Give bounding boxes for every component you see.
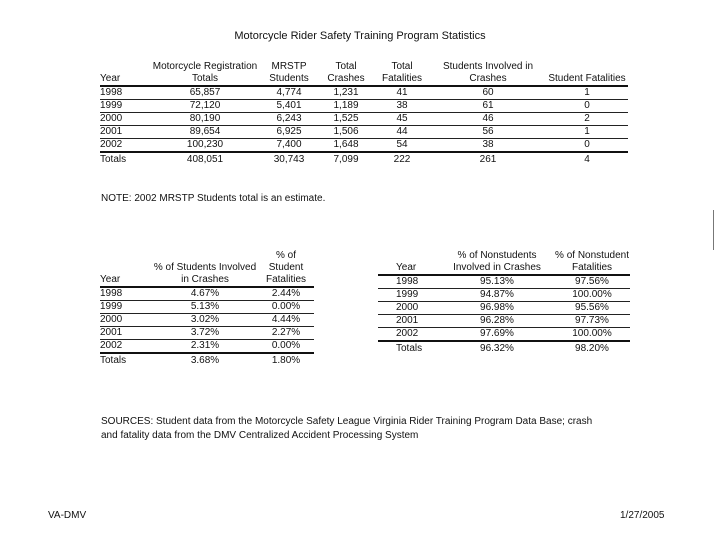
cell: 1998 bbox=[100, 86, 150, 100]
page-title: Motorcycle Rider Safety Training Program Statistics bbox=[234, 30, 486, 42]
cell: 96.98% bbox=[440, 302, 554, 315]
cell: 1999 bbox=[100, 100, 150, 113]
cell: Totals bbox=[100, 355, 127, 366]
col-year: Year bbox=[100, 274, 121, 285]
cell: 2002 bbox=[100, 340, 152, 354]
cell: 1.80% bbox=[271, 355, 301, 366]
cell: 95.56% bbox=[554, 302, 630, 315]
col-pct-nonstudent-fatalities: % of Nonstudent Fatalities bbox=[555, 250, 629, 273]
table-row bbox=[100, 301, 314, 314]
cell: 1999 bbox=[100, 301, 152, 314]
cell: 80,190 bbox=[150, 113, 260, 126]
footer-date: 1/27/2005 bbox=[620, 510, 665, 521]
cell: 4.67% bbox=[152, 287, 258, 301]
cell: 2 bbox=[546, 113, 628, 126]
table-row bbox=[100, 86, 628, 100]
cell: 2.27% bbox=[258, 327, 314, 340]
col-student-fatalities: Student Fatalities bbox=[548, 73, 626, 84]
cell: 60 bbox=[430, 86, 546, 100]
table-row bbox=[100, 314, 314, 327]
cell: Totals bbox=[396, 343, 423, 354]
cell: 100.00% bbox=[554, 289, 630, 302]
col-registration-totals: Motorcycle Registration Totals bbox=[152, 61, 258, 84]
cell: 94.87% bbox=[440, 289, 554, 302]
cell: 54 bbox=[374, 139, 430, 153]
cell: 2.44% bbox=[258, 287, 314, 301]
student-table-header bbox=[100, 250, 314, 287]
scan-edge-mark bbox=[713, 210, 714, 250]
table-row bbox=[378, 289, 630, 302]
table-row bbox=[378, 315, 630, 328]
col-total-fatalities: Total Fatalities bbox=[381, 61, 422, 84]
cell: 97.73% bbox=[554, 315, 630, 328]
stats-table bbox=[100, 61, 628, 166]
cell: 3.68% bbox=[190, 355, 220, 366]
table-row bbox=[378, 275, 630, 289]
cell: 1 bbox=[546, 86, 628, 100]
cell: 0 bbox=[546, 100, 628, 113]
col-pct-students-crashes: % of Students Involved in Crashes bbox=[153, 262, 257, 285]
cell: 5.13% bbox=[152, 301, 258, 314]
col-year: Year bbox=[396, 262, 417, 273]
cell: 2002 bbox=[378, 328, 440, 342]
cell: 2000 bbox=[378, 302, 440, 315]
cell: 89,654 bbox=[150, 126, 260, 139]
footer-left: VA-DMV bbox=[48, 510, 87, 521]
cell: 5,401 bbox=[260, 100, 318, 113]
cell: 3.72% bbox=[152, 327, 258, 340]
cell: 97.69% bbox=[440, 328, 554, 342]
cell: 56 bbox=[430, 126, 546, 139]
cell: 1,506 bbox=[318, 126, 374, 139]
cell: 4,774 bbox=[260, 86, 318, 100]
stats-table-header bbox=[100, 61, 628, 86]
cell: 1,525 bbox=[318, 113, 374, 126]
cell: 96.28% bbox=[440, 315, 554, 328]
cell: 2000 bbox=[100, 113, 150, 126]
cell: 222 bbox=[393, 154, 411, 165]
col-mrstp-students: MRSTP Students bbox=[269, 61, 309, 84]
cell: 44 bbox=[374, 126, 430, 139]
cell: 38 bbox=[430, 139, 546, 153]
totals-row bbox=[100, 152, 628, 166]
cell: Totals bbox=[100, 154, 127, 165]
cell: 38 bbox=[374, 100, 430, 113]
cell: 0 bbox=[546, 139, 628, 153]
col-total-crashes: Total Crashes bbox=[327, 61, 365, 84]
cell: 2001 bbox=[100, 327, 152, 340]
table-row bbox=[100, 100, 628, 113]
cell: 100,230 bbox=[150, 139, 260, 153]
cell: 65,857 bbox=[150, 86, 260, 100]
totals-row bbox=[378, 341, 630, 355]
table-row bbox=[100, 139, 628, 153]
cell: 7,400 bbox=[260, 139, 318, 153]
cell: 0.00% bbox=[258, 301, 314, 314]
cell: 4 bbox=[584, 154, 590, 165]
totals-row bbox=[100, 353, 314, 367]
col-year: Year bbox=[100, 73, 121, 84]
sources-note: SOURCES: Student data from the Motorcycle Safety League Virginia Rider Training Program Data Base; crash and fatality data from the DMV Centralized Accident Processing System bbox=[101, 416, 593, 441]
cell: 3.02% bbox=[152, 314, 258, 327]
cell: 97.56% bbox=[554, 275, 630, 289]
cell: 1 bbox=[546, 126, 628, 139]
cell: 2001 bbox=[100, 126, 150, 139]
cell: 100.00% bbox=[554, 328, 630, 342]
cell: 61 bbox=[430, 100, 546, 113]
cell: 46 bbox=[430, 113, 546, 126]
table-row bbox=[100, 327, 314, 340]
cell: 41 bbox=[374, 86, 430, 100]
table-row bbox=[100, 126, 628, 139]
cell: 4.44% bbox=[258, 314, 314, 327]
nonstudent-percent-table bbox=[378, 250, 630, 355]
cell: 2000 bbox=[100, 314, 152, 327]
cell: 72,120 bbox=[150, 100, 260, 113]
cell: 261 bbox=[479, 154, 497, 165]
col-students-in-crashes: Students Involved in Crashes bbox=[442, 61, 534, 84]
cell: 1999 bbox=[378, 289, 440, 302]
cell: 1998 bbox=[100, 287, 152, 301]
cell: 1,648 bbox=[318, 139, 374, 153]
cell: 45 bbox=[374, 113, 430, 126]
cell: 7,099 bbox=[333, 154, 359, 165]
nonstudent-table-header bbox=[378, 250, 630, 275]
cell: 1,231 bbox=[318, 86, 374, 100]
cell: 0.00% bbox=[258, 340, 314, 354]
cell: 2002 bbox=[100, 139, 150, 153]
table-row bbox=[100, 340, 314, 354]
cell: 6,243 bbox=[260, 113, 318, 126]
cell: 6,925 bbox=[260, 126, 318, 139]
cell: 30,743 bbox=[273, 154, 305, 165]
cell: 96.32% bbox=[480, 343, 514, 354]
cell: 98.20% bbox=[575, 343, 609, 354]
cell: 1,189 bbox=[318, 100, 374, 113]
cell: 408,051 bbox=[186, 154, 224, 165]
cell: 2.31% bbox=[152, 340, 258, 354]
cell: 2001 bbox=[378, 315, 440, 328]
cell: 1998 bbox=[378, 275, 440, 289]
estimate-note: NOTE: 2002 MRSTP Students total is an estimate. bbox=[101, 193, 326, 204]
table-row bbox=[378, 328, 630, 342]
table-row bbox=[378, 302, 630, 315]
cell: 95.13% bbox=[440, 275, 554, 289]
student-percent-table bbox=[100, 250, 314, 367]
table-row bbox=[100, 287, 314, 301]
table-row bbox=[100, 113, 628, 126]
col-pct-nonstudents-crashes: % of Nonstudents Involved in Crashes bbox=[453, 250, 541, 273]
col-pct-student-fatalities: % of Student Fatalities bbox=[265, 250, 306, 285]
